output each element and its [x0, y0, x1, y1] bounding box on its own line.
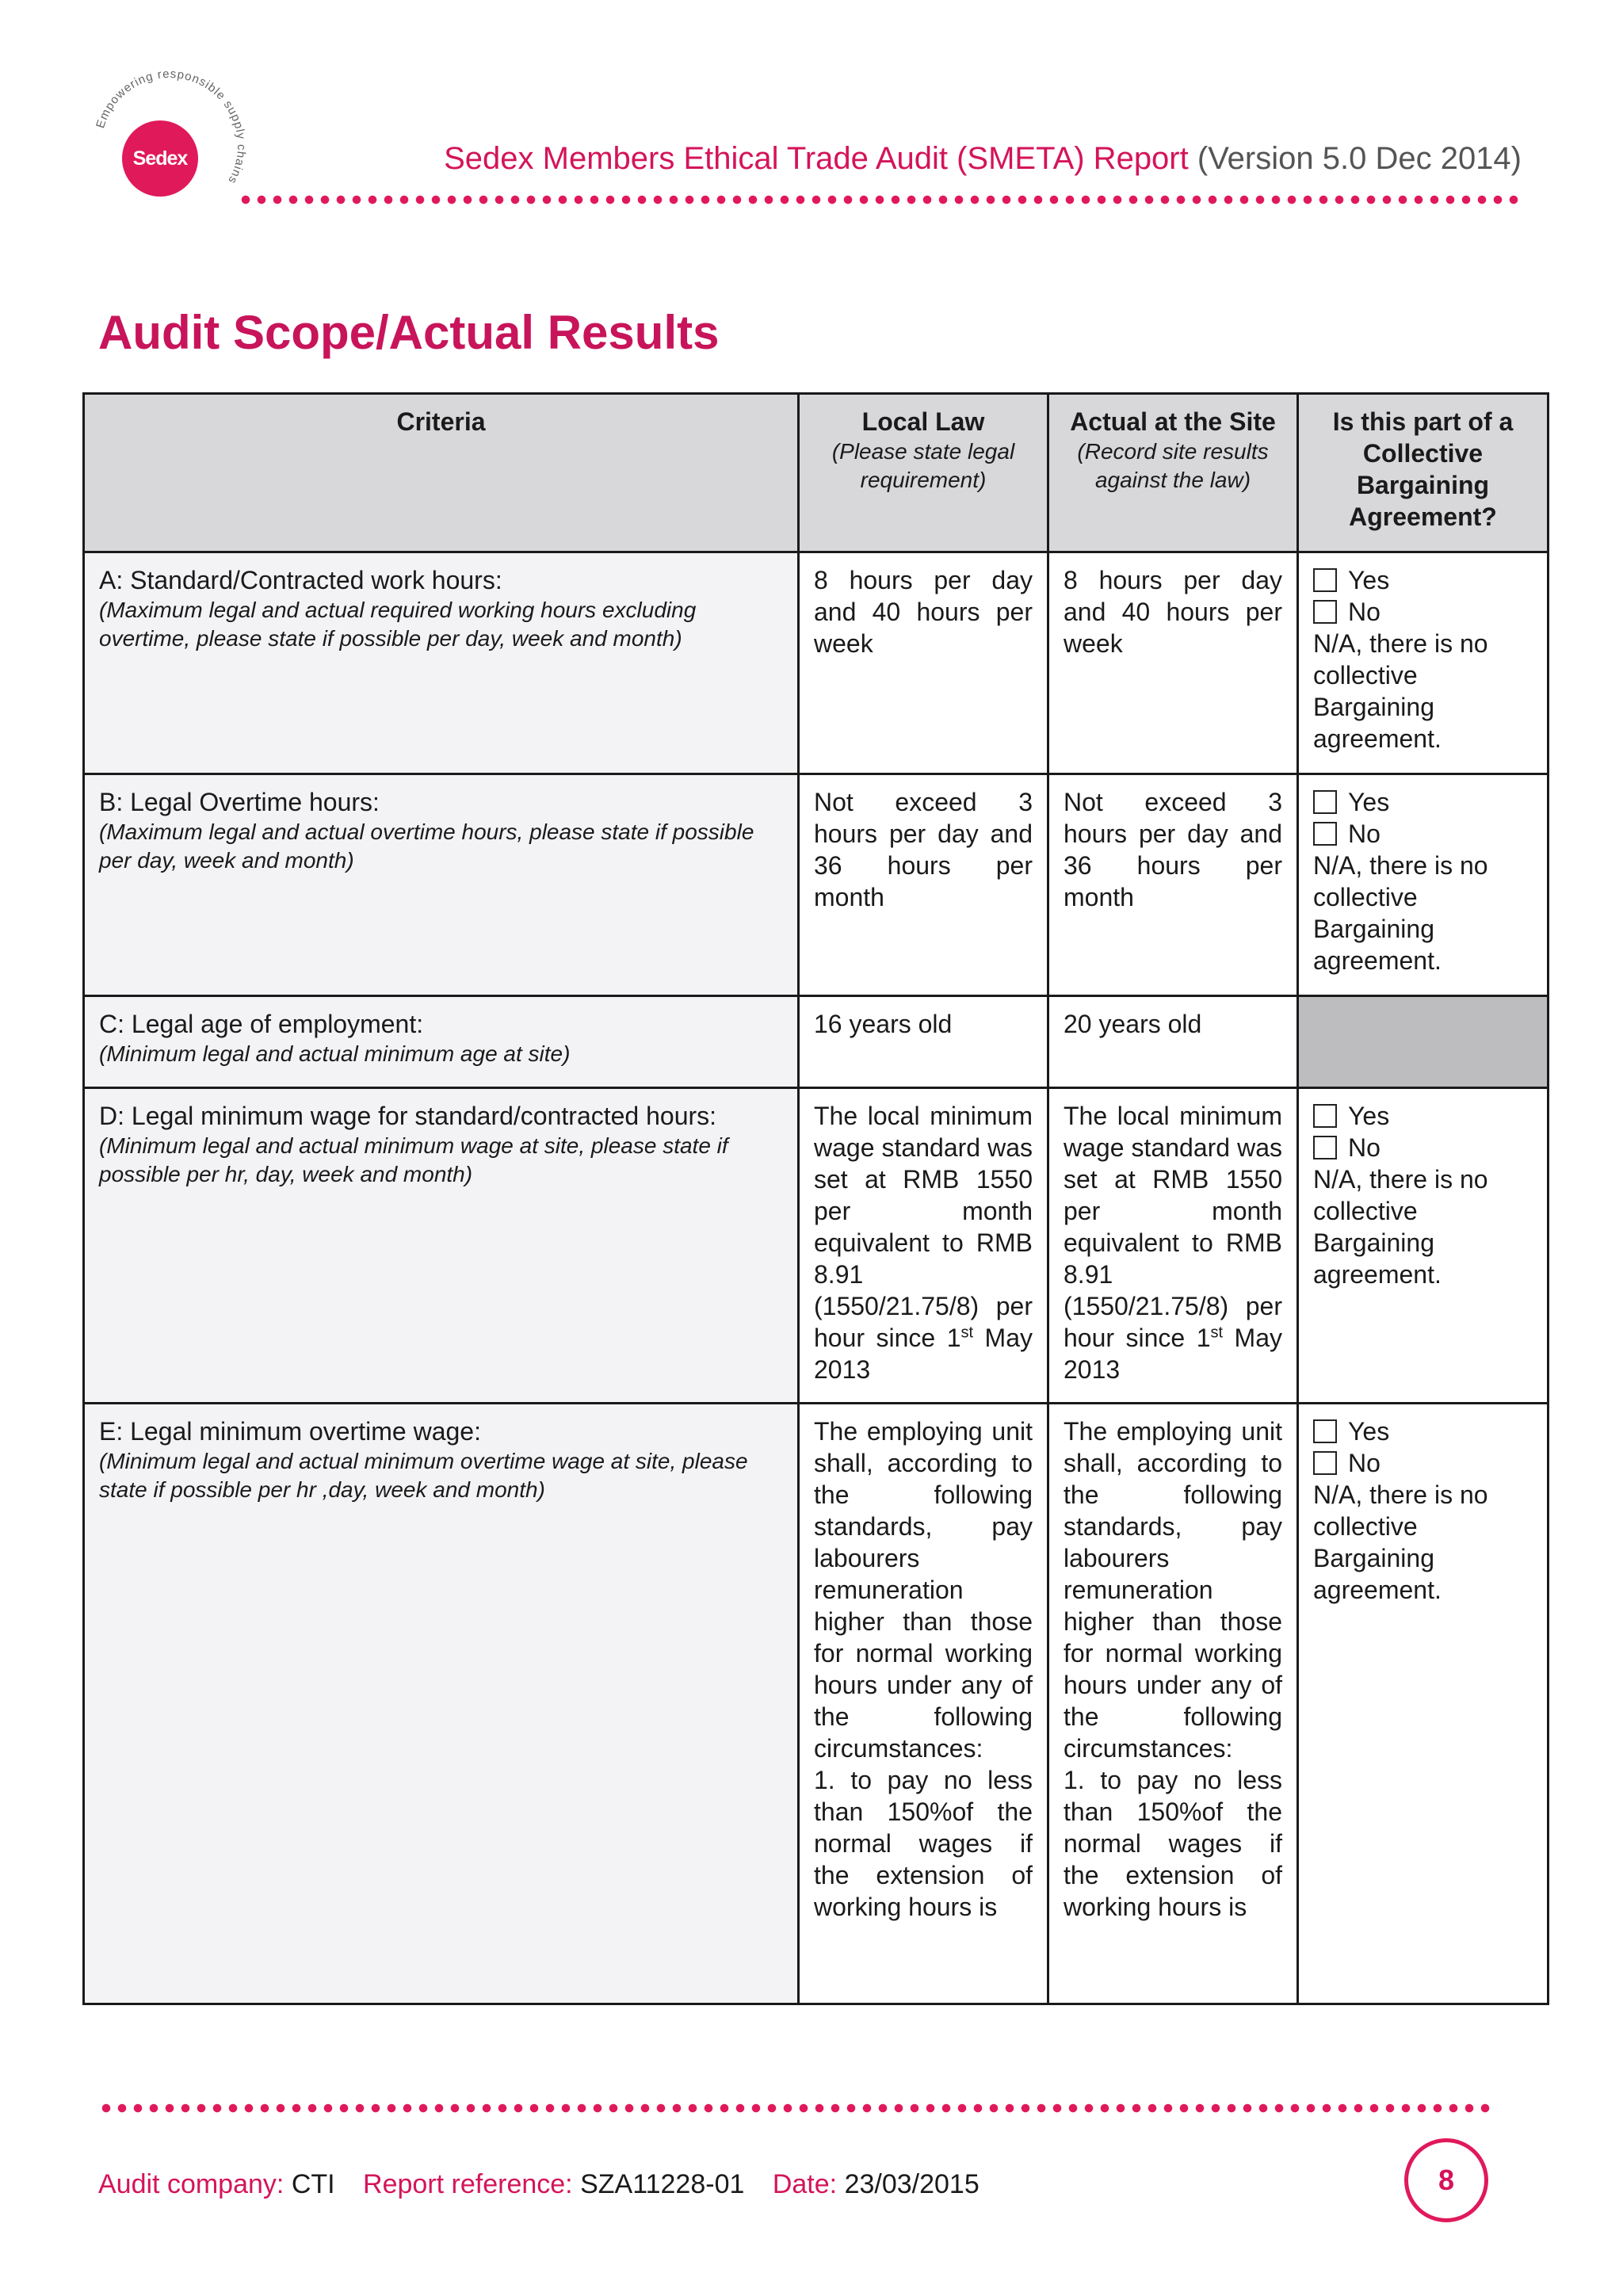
no-checkbox[interactable] [1313, 600, 1337, 624]
header-local-law: Local Law (Please state legal requirement) [799, 394, 1048, 552]
actual-cell: The employing unit shall, according to the following standards, pay labourers remuneration higher than those for normal working hours under any of the following circumstances: 1. to pay no less than 150%of the normal wages if the extension of working hours is [1048, 1404, 1298, 2004]
header-cba: Is this part of a Collective Bargaining Agreement? [1298, 394, 1549, 552]
date-value: 23/03/2015 [844, 2169, 980, 2199]
criteria-cell: C: Legal age of employment: (Minimum legal and actual minimum age at site) [84, 996, 799, 1088]
no-checkbox[interactable] [1313, 822, 1337, 846]
header-criteria: Criteria [84, 394, 799, 552]
report-version: (Version 5.0 Dec 2014) [1197, 141, 1522, 176]
local-law-cell: The local minimum wage standard was set at RMB 1550 per month equivalent to RMB 8.91 (1550/21.75/8) per hour since 1st May 2013 [799, 1088, 1048, 1404]
cba-cell: Yes No N/A, there is no collective Bargaining agreement. [1298, 1404, 1549, 2004]
actual-cell: 8 hours per day and 40 hours per week [1048, 552, 1298, 774]
logo-tagline: Empowering responsible supply chains [94, 67, 249, 187]
table-row [84, 552, 1549, 774]
no-checkbox[interactable] [1313, 1136, 1337, 1159]
table-row [84, 774, 1549, 996]
audit-company-label: Audit company: [98, 2169, 285, 2199]
cba-cell: Yes No N/A, there is no collective Bargaining agreement. [1298, 552, 1549, 774]
no-checkbox[interactable] [1313, 1451, 1337, 1475]
header-actual: Actual at the Site (Record site results against the law) [1048, 394, 1298, 552]
criteria-cell: B: Legal Overtime hours: (Maximum legal and actual overtime hours, please state if possible per day, week and month) [84, 774, 799, 996]
actual-cell: The local minimum wage standard was set at RMB 1550 per month equivalent to RMB 8.91 (1550/21.75/8) per hour since 1st May 2013 [1048, 1088, 1298, 1404]
header-actual-sub: (Record site results against the law) [1077, 439, 1269, 492]
footer-info [98, 2169, 1000, 2200]
criteria-cell: E: Legal minimum overtime wage: (Minimum legal and actual minimum overtime wage at site, please state if possible per hr ,day, week and month) [84, 1404, 799, 2004]
logo-word: Sedex [132, 147, 188, 170]
table-row [84, 996, 1549, 1088]
criteria-cell: D: Legal minimum wage for standard/contracted hours: (Minimum legal and actual minimum wage at site, please state if possible per hr, day, week and month) [84, 1088, 799, 1404]
actual-cell: Not exceed 3 hours per day and 36 hours per month [1048, 774, 1298, 996]
yes-checkbox[interactable] [1313, 1419, 1337, 1443]
date-label: Date: [772, 2169, 838, 2199]
table-row [84, 1088, 1549, 1404]
yes-checkbox[interactable] [1313, 1104, 1337, 1128]
header-dotted-divider [238, 195, 1522, 204]
footer-dotted-divider [98, 2103, 1493, 2113]
report-title: Sedex Members Ethical Trade Audit (SMETA) Report [444, 141, 1189, 176]
cba-cell: Yes No N/A, there is no collective Bargaining agreement. [1298, 774, 1549, 996]
cba-cell-shaded [1298, 996, 1549, 1088]
local-law-cell: 16 years old [799, 996, 1048, 1088]
report-header-title [444, 141, 1522, 177]
local-law-cell: 8 hours per day and 40 hours per week [799, 552, 1048, 774]
yes-checkbox[interactable] [1313, 568, 1337, 592]
local-law-cell: Not exceed 3 hours per day and 36 hours per month [799, 774, 1048, 996]
actual-cell: 20 years old [1048, 996, 1298, 1088]
criteria-cell: A: Standard/Contracted work hours: (Maximum legal and actual required working hours excluding overtime, please state if possible per day, week and month) [84, 552, 799, 774]
report-reference-value: SZA11228-01 [580, 2169, 745, 2199]
page-title: Audit Scope/Actual Results [98, 306, 720, 359]
page-number-badge: 8 [1404, 2138, 1488, 2222]
yes-checkbox[interactable] [1313, 790, 1337, 814]
local-law-cell: The employing unit shall, according to the following standards, pay labourers remuneration higher than those for normal working hours under any of the following circumstances: 1. to pay no less than 150%of the normal wages if the extension of working hours is [799, 1404, 1048, 2004]
cba-cell: Yes No N/A, there is no collective Bargaining agreement. [1298, 1088, 1549, 1404]
sedex-logo [86, 62, 254, 230]
audit-company-value: CTI [291, 2169, 335, 2199]
report-reference-label: Report reference: [363, 2169, 573, 2199]
header-local-law-sub: (Please state legal requirement) [831, 439, 1015, 492]
table-header-row [84, 394, 1549, 552]
audit-scope-table [82, 392, 1549, 2005]
table-row [84, 1404, 1549, 2004]
